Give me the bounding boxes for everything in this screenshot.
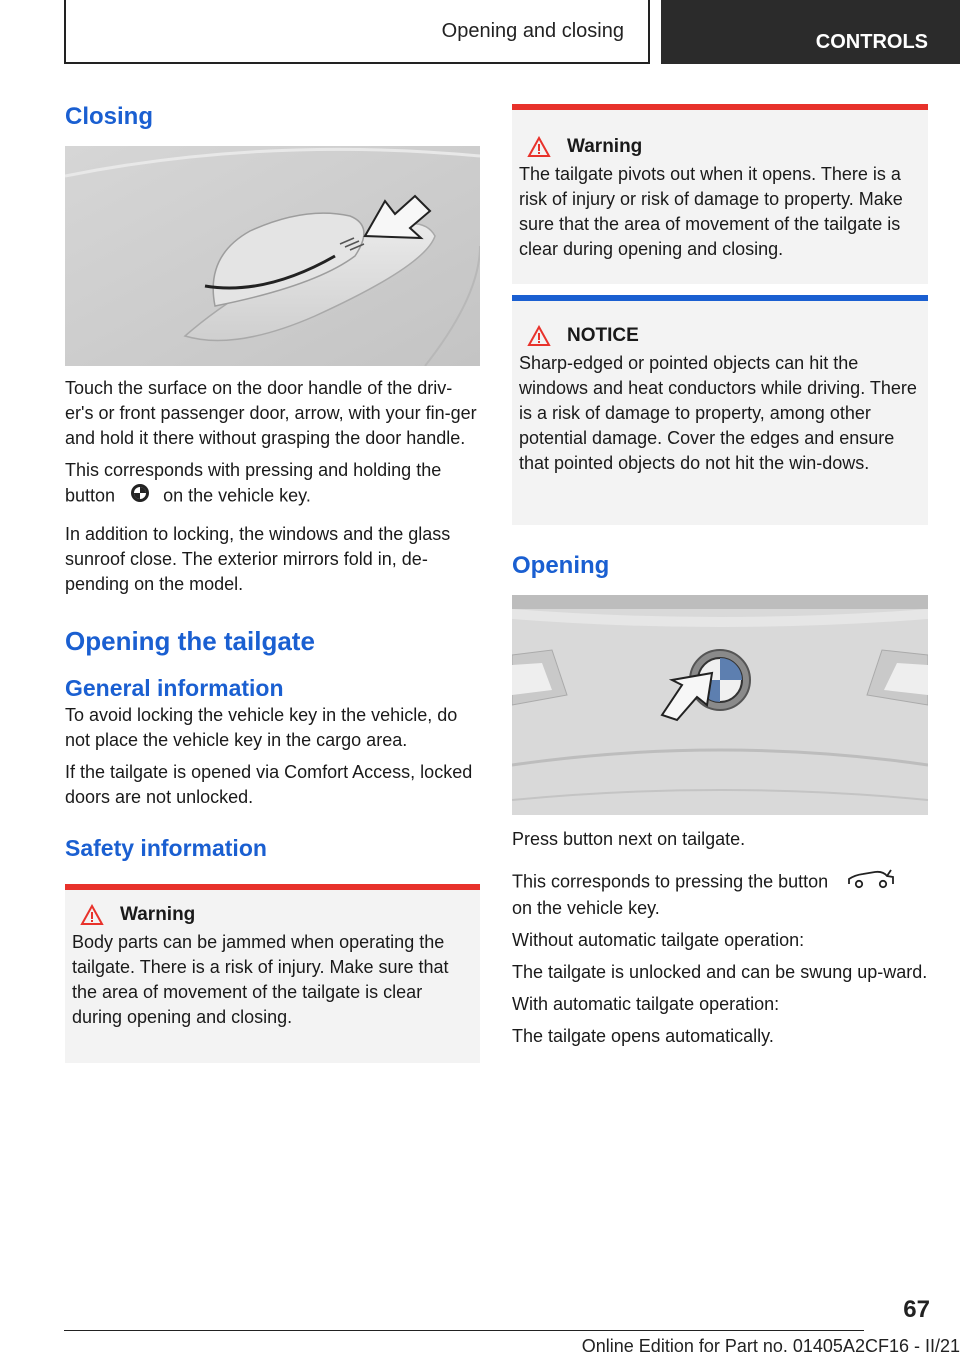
opening-paragraph-4: The tailgate is unlocked and can be swung up‐ward.: [512, 962, 928, 982]
right-column: [512, 104, 928, 1049]
warning-title: Warning: [567, 136, 643, 157]
door-handle-illustration: [65, 146, 480, 366]
warning-title-row: [72, 900, 472, 930]
closing-heading: Closing: [65, 103, 153, 130]
left-column: [65, 100, 480, 1063]
warning-box-left: [65, 884, 480, 1063]
opening-p2-text-b: on the vehicle key.: [512, 898, 660, 918]
opening-heading: Opening: [512, 552, 610, 579]
car-tailgate-icon: [847, 869, 895, 896]
warning-triangle-icon: [527, 325, 551, 347]
header-divider: [648, 0, 650, 64]
warning-text: The tailgate pivots out when it opens. There is a risk of injury or risk of damage to property. Make sure that the area of movement of the tailgate is clear during opening and closing.: [519, 164, 903, 259]
notice-text: Sharp-edged or pointed objects can hit the windows and heat conductors while driving. There is a risk of damage to property, among other potential damage. Cover the edges and ensure that pointed objects do not hit the win‐dows.: [519, 353, 917, 473]
closing-p2-text-c: on the vehicle key.: [163, 485, 311, 506]
warning-triangle-icon: [80, 904, 104, 926]
closing-p2-text-b: button: [65, 485, 116, 506]
general-information-heading: General information: [65, 675, 284, 701]
opening-tailgate-heading: Opening the tailgate: [65, 626, 315, 656]
footer-rule: [64, 1330, 864, 1331]
opening-p2-text-a: This corresponds to pressing the button: [512, 871, 829, 892]
closing-paragraph-3: In addition to locking, the windows and the glass sunroof close. The exterior mirrors fold in, de‐pending on the model.: [65, 524, 451, 594]
tailgate-button-illustration: [512, 595, 928, 815]
notice-box: [512, 295, 928, 525]
page-number: 67: [903, 1296, 930, 1323]
footer-edition: Online Edition for Part no. 01405A2CF16 - II/21: [581, 1336, 960, 1356]
safety-information-heading: Safety information: [65, 835, 267, 861]
warning-title-row: [519, 132, 920, 162]
opening-paragraph-3: Without automatic tailgate operation:: [512, 930, 805, 950]
opening-paragraph-5: With automatic tailgate operation:: [512, 994, 780, 1014]
header-chapter-tab: CONTROLS: [661, 0, 960, 64]
closing-p2-text-a: This corresponds with pressing and holding the: [65, 460, 442, 480]
header-bottom-rule: [64, 62, 648, 64]
general-paragraph-1: To avoid locking the vehicle key in the vehicle, do not place the vehicle key in the cargo area.: [65, 705, 458, 750]
warning-triangle-icon: [527, 136, 551, 158]
opening-paragraph-6: The tailgate opens automatically.: [512, 1026, 774, 1046]
warning-title: Warning: [120, 904, 196, 925]
general-paragraph-2: If the tailgate is opened via Comfort Access, locked doors are not unlocked.: [65, 762, 473, 807]
closing-paragraph-1: Touch the surface on the door handle of the driv‐er's or front passenger door, arrow, with your fin‐ger and hold it there without grasping the door handle.: [65, 378, 477, 448]
warning-text: Body parts can be jammed when operating the tailgate. There is a risk of injury. Make sure that the area of movement of the tailgate is clear during opening and closing.: [72, 932, 449, 1027]
opening-paragraph-2: [512, 869, 928, 921]
opening-paragraph-1: Press button next on tailgate.: [512, 829, 746, 849]
header-section-title: Opening and closing: [441, 20, 624, 42]
notice-title: NOTICE: [567, 325, 639, 346]
notice-title-row: [519, 321, 920, 351]
closing-paragraph-2: [65, 458, 480, 510]
bmw-lock-icon: [130, 483, 150, 510]
warning-box-right: [512, 104, 928, 284]
